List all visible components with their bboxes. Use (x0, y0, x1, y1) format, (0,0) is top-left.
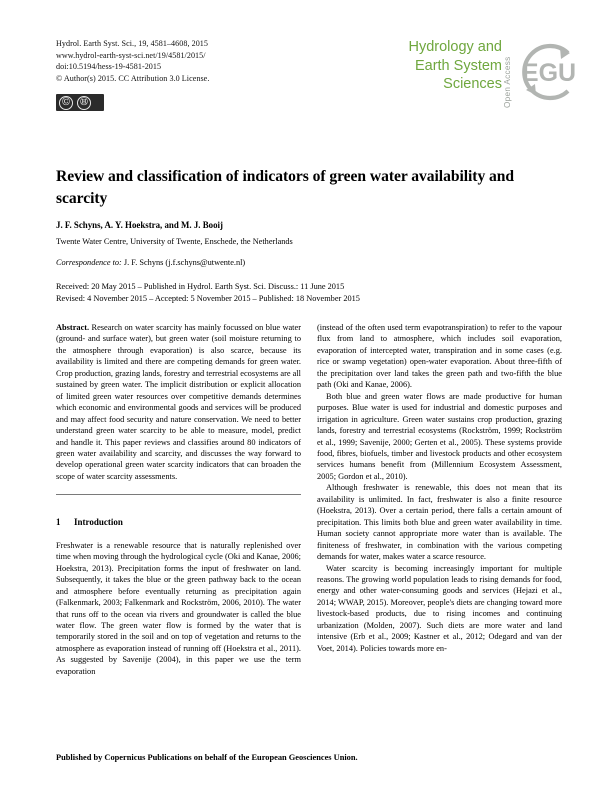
creative-commons-badge[interactable] (56, 94, 104, 111)
page-title: Review and classification of indicators of green water availability and scarcity (56, 168, 515, 207)
page-footer: Published by Copernicus Publications on behalf of the European Geosciences Union. (56, 753, 358, 762)
journal-logo-title (384, 38, 502, 94)
intro-paragraph-3: Although freshwater is renewable, this does not mean that its availability is unlimited. In fact, freshwater is also a finite resource (Hoekstra, 2013). Over a certain period, there falls a certain amount of precipitation. This limits both blue and green water availability in time. Human society cannot appropriate more water than is available. The finiteness of freshwater, in combination with the various competing demands for water, makes water a scarce resource. (317, 483, 562, 562)
intro-paragraph-1: Freshwater is a renewable resource that is naturally replenished over time when moving through the hydrological cycle (Oki and Kanae, 2006; Hoekstra, 2013). Precipitation forms the input of freshwater on land. Subsequently, it takes the blue or the green pathway back to the ocean and atmosphere before eventually returning as precipitation again (Falkenmark, 2003; Falkenmark and Rockström, 2006, 2010). The water that runs off to the ocean via rivers and groundwater is called the blue water flow. The green water flow is formed by the water that is temporarily stored in the soil and on top of vegetation and returns to the atmosphere as evaporation instead of running off (Hoekstra et al., 2011). As suggested by Savenije (2004), in this paper we use the term evaporation (56, 540, 301, 676)
publication-dates (56, 281, 556, 304)
affiliation: Twente Water Centre, University of Twente, Enschede, the Netherlands (56, 237, 293, 246)
intro-paragraph-1-continued: (instead of the often used term evapotranspiration) to refer to the vapour flux from land to atmosphere, which includes soil evaporation, evaporation of intercepted water, transpiration and in some cases (e.g. rice or swamp vegetation) open-water evaporation. About three-fifth of the precipitation over land takes the green path and two-fifth the blue path (Oki and Kanae, 2006). (317, 323, 562, 390)
cc-by-icon: Ⓗ (77, 96, 91, 110)
journal-url-line[interactable]: www.hydrol-earth-syst-sci.net/19/4581/2015/ (56, 50, 206, 60)
journal-logo-line-2: Earth System (414, 57, 502, 74)
copyright-line: © Author(s) 2015. CC Attribution 3.0 License. (56, 73, 210, 83)
author-list: J. F. Schyns, A. Y. Hoekstra, and M. J. Booij (56, 220, 223, 230)
revised-line: Revised: 4 November 2015 – Accepted: 5 November 2015 – Published: 18 November 2015 (56, 293, 360, 303)
cc-icon: Ⓒ (59, 96, 73, 110)
received-line: Received: 20 May 2015 – Published in Hydrol. Earth Syst. Sci. Discuss.: 11 June 2015 (56, 282, 345, 291)
abstract (56, 322, 301, 482)
journal-reference-block (56, 38, 209, 84)
column-left (56, 322, 301, 677)
intro-paragraph-4: Water scarcity is becoming increasingly important for multiple reasons. The growing world population leads to rising demands for food, energy and other water-consuming goods and services (Hejazi et al., 2014; WWAP, 2015). Moreover, people's diets are changing toward more livestock-based products, due to rising incomes and continuing urbanization (Molden, 2007). Such diets are more water and land intensive (Erb et al., 2009; Kastner et al., 2012; Odegard and van der Voet, 2014). Policies towards more en- (317, 563, 562, 653)
open-access-label: Open Access (503, 56, 512, 108)
journal-logo-line-3: Sciences (443, 76, 502, 92)
section-number: 1 (56, 517, 61, 528)
egu-logo-icon (516, 40, 580, 104)
correspondence-label: Correspondence to: (56, 258, 122, 267)
abstract-body: Research on water scarcity has mainly focussed on blue water (ground- and surface water), but green water (soil moisture returning to the atmosphere through evaporation) is also scarce, because its availability is limited and there are competing demands for green water. Crop production, grazing lands, forestry and terrestrial ecosystems are all sustained by green water. The implicit distribution or explicit allocation of limited green water resources over competitive demands determines which economic and environmental goods and services will be produced and may affect food security and nature conservation. We need to better understand green water scarcity to be able to measure, model, predict and handle it. This paper reviews and classifies around 80 indicators of green water availability and scarcity, and discusses the way forward to develop operational green water scarcity indicators that can broaden the scope of water scarcity assessments. (56, 323, 301, 481)
abstract-divider (56, 494, 301, 495)
abstract-label: Abstract. (56, 323, 90, 332)
section-heading-introduction (56, 517, 301, 528)
column-right (317, 322, 562, 654)
doi-line[interactable]: doi:10.5194/hess-19-4581-2015 (56, 62, 162, 72)
correspondence-line (56, 257, 556, 269)
section-title: Introduction (74, 517, 123, 528)
citation-line: Hydrol. Earth Syst. Sci., 19, 4581–4608, 2015 (56, 39, 208, 48)
journal-logo-line-1: Hydrology and (408, 39, 502, 55)
svg-text:EGU: EGU (521, 59, 577, 87)
intro-paragraph-2: Both blue and green water flows are made productive for human purposes. Blue water is used for industrial and domestic purposes and irrigation in agriculture. Green water sustains crop production, grazing lands, forestry and terrestrial ecosystems (Rockström, 1999; Rockström et al., 1999; Savenije, 2000; Gerten et al., 2005). These systems provide food, fibres, biofuels, timber and livestock products and other ecosystem services humans benefit from (Millennium Ecosystem Assessment, 2005; Gordon et al., 2010). (317, 391, 562, 481)
journal-logo-block (385, 36, 580, 112)
correspondence-value[interactable]: J. F. Schyns (j.f.schyns@utwente.nl) (123, 258, 246, 267)
